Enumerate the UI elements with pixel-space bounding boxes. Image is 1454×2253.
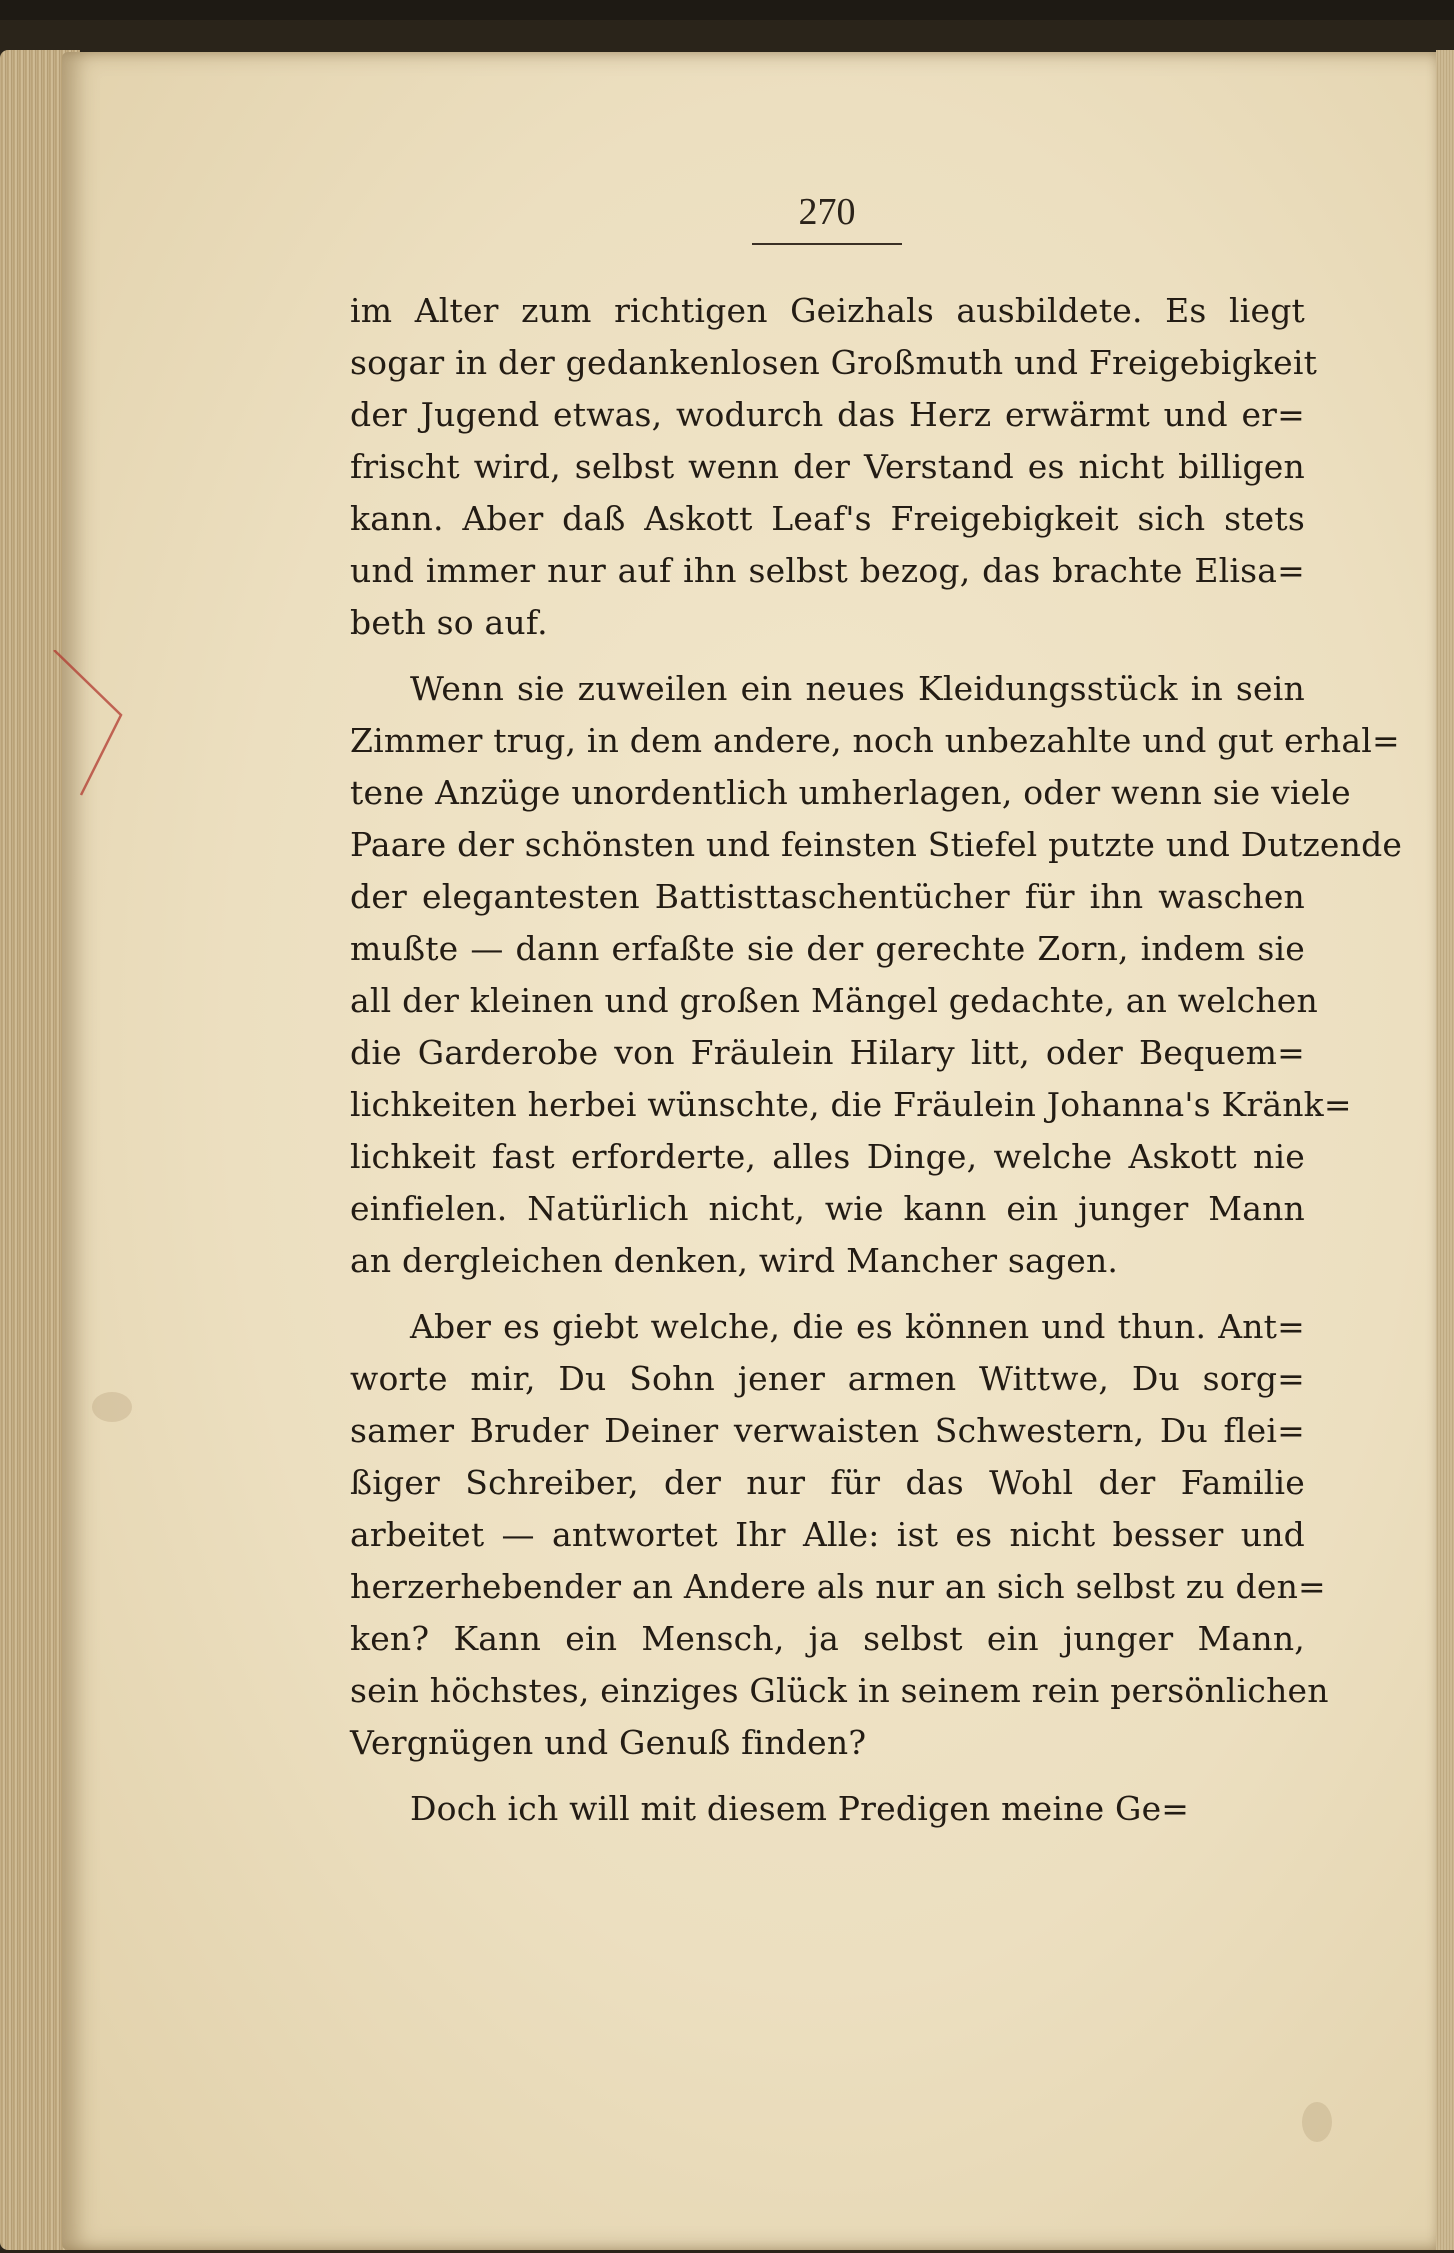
paragraph xyxy=(350,663,1403,1287)
paragraph xyxy=(350,285,1318,649)
text-line: samer Bruder Deiner verwaisten Schwestern, Du flei= xyxy=(350,1411,1305,1450)
text-line: einfielen. Natürlich nicht, wie kann ein junger Mann xyxy=(350,1189,1305,1228)
text-line: frischt wird, selbst wenn der Verstand es nicht billigen xyxy=(350,447,1305,486)
text-line: Doch ich will mit diesem Predigen meine Ge= xyxy=(410,1789,1190,1828)
text-line: Paare der schönsten und feinsten Stiefel putzte und Dutzende xyxy=(350,825,1403,864)
text-line: herzerhebender an Andere als nur an sich selbst zu den= xyxy=(350,1567,1326,1606)
text-line: im Alter zum richtigen Geizhals ausbildete. Es liegt xyxy=(350,291,1305,330)
text-line: Zimmer trug, in dem andere, noch unbezahlte und gut erhal= xyxy=(350,721,1400,760)
text-line: mußte — dann erfaßte sie der gerechte Zorn, indem sie xyxy=(350,929,1305,968)
body-text xyxy=(350,285,1403,1835)
text-line: beth so auf. xyxy=(350,603,548,642)
page-edge-right xyxy=(1436,50,1454,2250)
text-line: Vergnügen und Genuß finden? xyxy=(350,1723,867,1762)
text-line: Wenn sie zuweilen ein neues Kleidungsstück in sein xyxy=(410,669,1305,708)
text-line: kann. Aber daß Askott Leaf's Freigebigkeit sich stets xyxy=(350,499,1305,538)
text-line: ken? Kann ein Mensch, ja selbst ein junger Mann, xyxy=(350,1619,1305,1658)
page-number-rule xyxy=(752,243,902,245)
text-line: und immer nur auf ihn selbst bezog, das brachte Elisa= xyxy=(350,551,1305,590)
text-line: arbeitet — antwortet Ihr Alle: ist es nicht besser und xyxy=(350,1515,1305,1554)
page-number: 270 xyxy=(798,191,856,233)
paragraph xyxy=(350,1301,1329,1769)
text-line: worte mir, Du Sohn jener armen Wittwe, Du sorg= xyxy=(350,1359,1305,1398)
text-line: an dergleichen denken, wird Mancher sagen. xyxy=(350,1241,1119,1280)
text-line: lichkeiten herbei wünschte, die Fräulein Johanna's Kränk= xyxy=(350,1085,1352,1124)
red-pencil-mark xyxy=(46,650,146,800)
text-line: sein höchstes, einziges Glück in seinem rein persönlichen xyxy=(350,1671,1329,1710)
text-line: sogar in der gedankenlosen Großmuth und Freigebigkeit xyxy=(350,343,1318,382)
text-line: die Garderobe von Fräulein Hilary litt, oder Bequem= xyxy=(350,1033,1305,1072)
text-line: all der kleinen und großen Mängel gedachte, an welchen xyxy=(350,981,1318,1020)
text-line: Aber es giebt welche, die es können und thun. Ant= xyxy=(410,1307,1305,1346)
text-line: lichkeit fast erforderte, alles Dinge, welche Askott nie xyxy=(350,1137,1305,1176)
paragraph xyxy=(350,1783,1305,1835)
text-line: der Jugend etwas, wodurch das Herz erwärmt und er= xyxy=(350,395,1305,434)
text-line: tene Anzüge unordentlich umherlagen, oder wenn sie viele xyxy=(350,773,1351,812)
text-line: ßiger Schreiber, der nur für das Wohl der Familie xyxy=(350,1463,1305,1502)
text-line: der elegantesten Battisttaschentücher für ihn waschen xyxy=(350,877,1305,916)
